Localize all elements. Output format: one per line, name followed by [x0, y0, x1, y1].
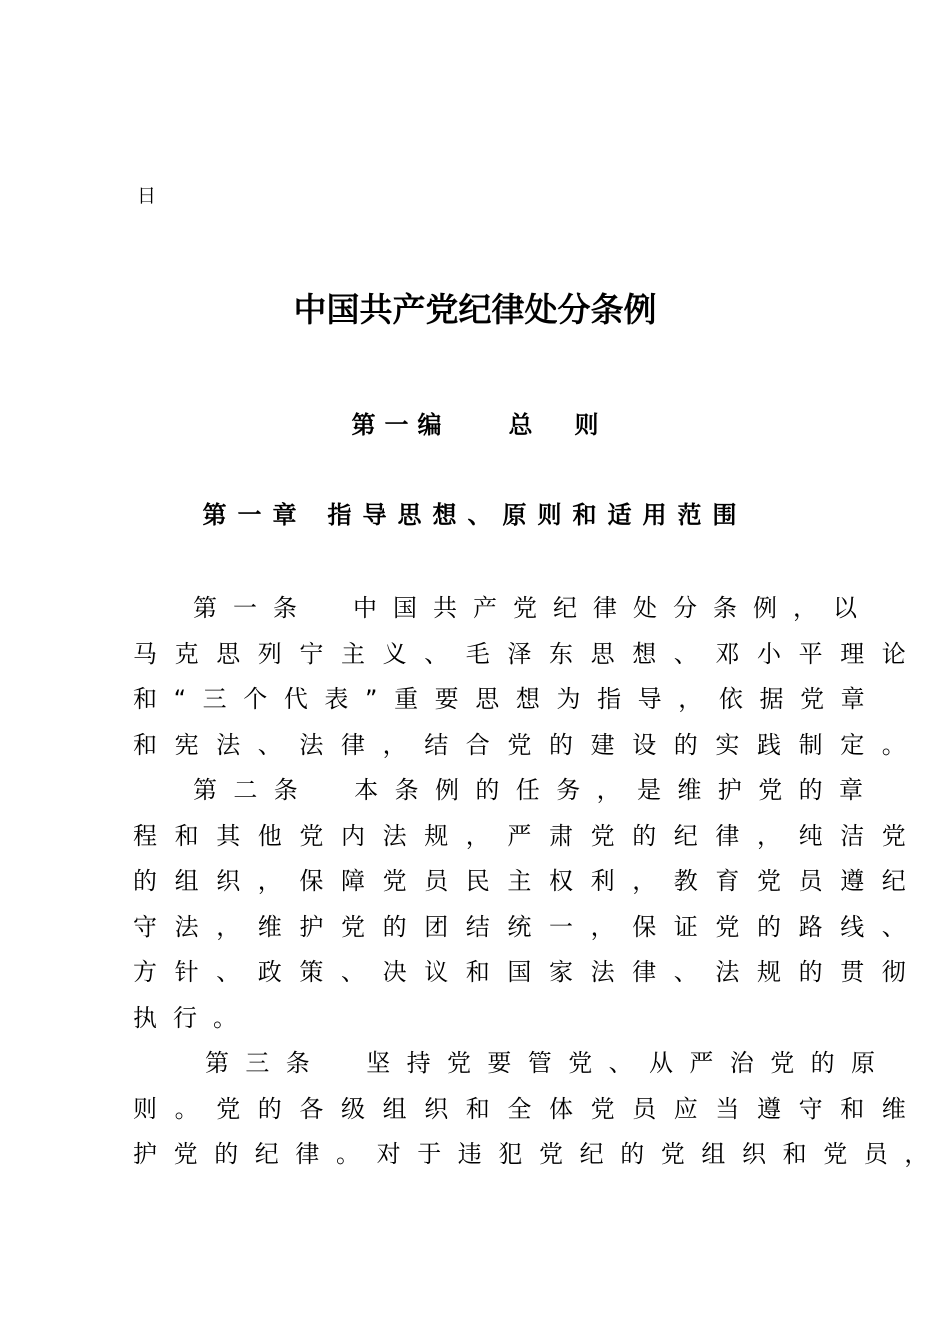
chapter-number: 第一章 [202, 501, 308, 529]
corner-mark: 日 [137, 185, 157, 207]
part-heading [0, 408, 950, 442]
article-1-line-2: 马克思列宁主义、毛泽东思想、邓小平理论 [133, 639, 924, 668]
document-body [133, 588, 945, 1180]
article-2-line-2: 程和其他党内法规，严肃党的纪律，纯洁党 [133, 821, 924, 850]
chapter-name: 指导思想、原则和适用范围 [327, 501, 748, 529]
article-2-label: 第二条 [193, 776, 315, 804]
part-word-2: 则 [574, 411, 599, 439]
article-1-text-1: 中国共产党纪律处分条例，以 [353, 594, 873, 622]
part-word-1: 总 [508, 411, 533, 439]
article-1-line-1 [133, 588, 873, 634]
article-3-line-3: 护党的纪律。对于违犯党纪的党组织和党员， [133, 1140, 945, 1168]
article-3-label: 第三条 [205, 1049, 327, 1077]
chapter-heading [0, 498, 950, 532]
article-2-line-6: 执行。 [133, 1003, 253, 1032]
article-3-line-1 [133, 1043, 892, 1089]
article-2-line-4: 守法，维护党的团结统一，保证党的路线、 [133, 912, 924, 941]
article-2-line-1 [133, 770, 880, 816]
part-number: 第一编 [351, 411, 451, 439]
document-title: 中国共产党纪律处分条例 [293, 290, 657, 329]
article-2-text-1: 本条例的任务，是维护党的章 [354, 776, 880, 804]
article-3-line-2: 则。党的各级组织和全体党员应当遵守和维 [133, 1094, 924, 1123]
article-1-line-3: 和“三个代表”重要思想为指导，依据党章 [133, 685, 882, 713]
article-3-text-1: 坚持党要管党、从严治党的原 [366, 1049, 892, 1077]
article-1-line-4: 和宪法、法律，结合党的建设的实践制定。 [133, 730, 924, 759]
article-2-line-3: 的组织，保障党员民主权利，教育党员遵纪 [133, 867, 924, 895]
article-1-label: 第一条 [193, 594, 313, 622]
article-2-line-5: 方针、政策、决议和国家法律、法规的贯彻 [133, 958, 924, 986]
